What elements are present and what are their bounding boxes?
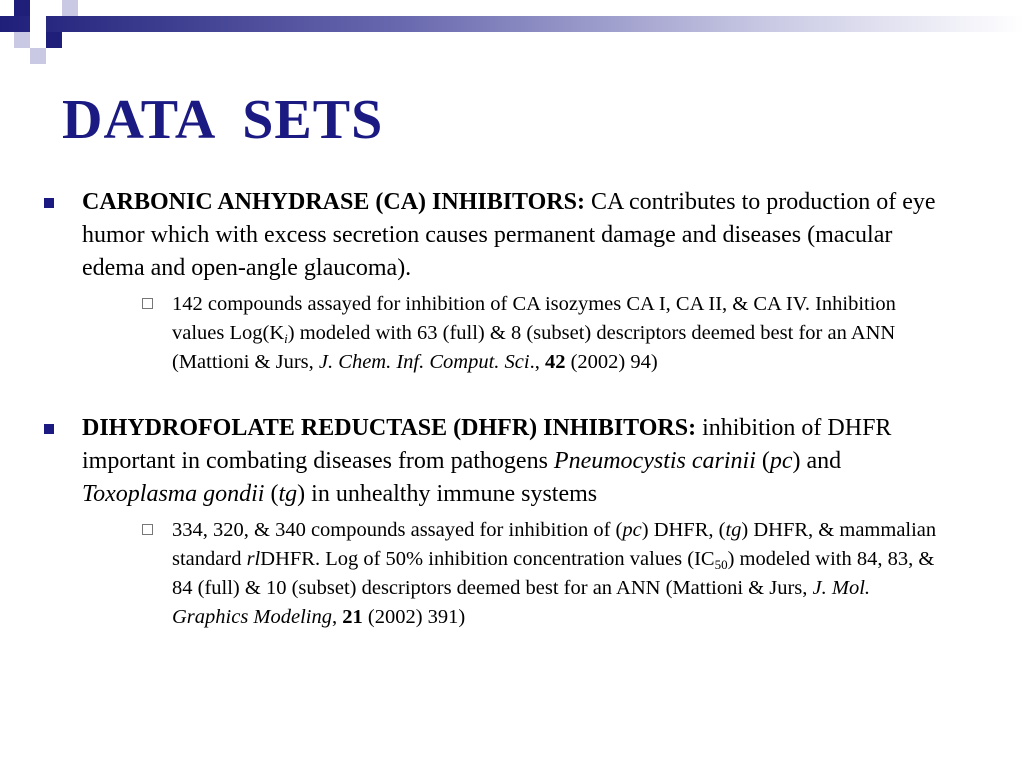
corner-square — [14, 0, 30, 16]
corner-square — [62, 0, 78, 16]
sub-text: (2002) 94) — [565, 351, 658, 373]
bullet-heading: CARBONIC ANHYDRASE (CA) INHIBITORS: — [82, 189, 585, 215]
species-abbr: pc — [622, 519, 642, 541]
corner-square — [30, 16, 46, 32]
bullet-text: inhibition of DHFR important in combating diseases from pathogens — [82, 415, 892, 474]
sub-text: ) modeled with 63 (full) & 8 (subset) descriptors deemed best for an ANN (Mattioni & Jurs, — [172, 322, 896, 373]
hollow-square-bullet-icon — [142, 298, 153, 309]
species-name: Toxoplasma gondii — [82, 481, 265, 507]
journal-volume: 42 — [544, 351, 566, 373]
sub-text: ., — [529, 351, 545, 373]
sub-text: , — [332, 606, 343, 628]
subscript-i: i — [284, 331, 288, 346]
sub-text: ) modeled with 84, 83, & 84 (full) & 10 (subset) descriptors deemed best for an ANN (Mattioni & Jurs, — [172, 548, 935, 599]
bullet-dhfr-inhibitors — [44, 412, 944, 511]
bullet-text: ( — [264, 481, 279, 507]
sub-text: DHFR. Log of 50% inhibition concentration values (IC — [260, 548, 715, 570]
species-abbr: tg — [725, 519, 742, 541]
subscript-50: 50 — [714, 557, 728, 572]
top-gradient-band — [0, 16, 1024, 32]
sub-text: ) DHFR, & mammalian standard — [172, 519, 937, 570]
sub-bullet-ca-compounds — [128, 290, 944, 377]
corner-square — [46, 32, 62, 48]
slide-content — [44, 186, 944, 632]
sub-text: (2002) 391) — [362, 606, 466, 628]
square-bullet-icon — [44, 198, 54, 208]
sub-text: 334, 320, & 340 compounds assayed for inhibition of ( — [172, 519, 623, 541]
square-bullet-icon — [44, 424, 54, 434]
species-abbr: pc — [769, 448, 793, 474]
bullet-text: CA contributes to production of eye humor which with excess secretion causes permanent damage and diseases (macular edema and open-angle glaucoma). — [82, 189, 936, 281]
slide-title: DATA SETS — [62, 89, 384, 151]
corner-square — [14, 32, 30, 48]
species-abbr: tg — [278, 481, 298, 507]
corner-square — [30, 48, 46, 64]
bullet-text: ) in unhealthy immune systems — [297, 481, 598, 507]
journal-name: J. Chem. Inf. Comput. Sci — [318, 351, 530, 373]
hollow-square-bullet-icon — [142, 524, 153, 535]
bullet-ca-inhibitors — [44, 186, 944, 285]
sub-bullet-dhfr-compounds — [128, 516, 944, 632]
bullet-text: ) and — [792, 448, 842, 474]
journal-name: J. Mol. Graphics Modeling — [172, 577, 871, 628]
sub-text: ) DHFR, ( — [641, 519, 726, 541]
species-abbr: rl — [246, 548, 261, 570]
corner-square — [30, 32, 46, 48]
journal-volume: 21 — [342, 606, 363, 628]
bullet-heading: DIHYDROFOLATE REDUCTASE (DHFR) INHIBITORS: — [82, 415, 697, 441]
bullet-text: ( — [755, 448, 770, 474]
sub-text: 142 compounds assayed for inhibition of CA isozymes CA I, CA II, & CA IV. Inhibition values Log(K — [172, 293, 896, 344]
species-name: Pneumocystis carinii — [553, 448, 756, 474]
